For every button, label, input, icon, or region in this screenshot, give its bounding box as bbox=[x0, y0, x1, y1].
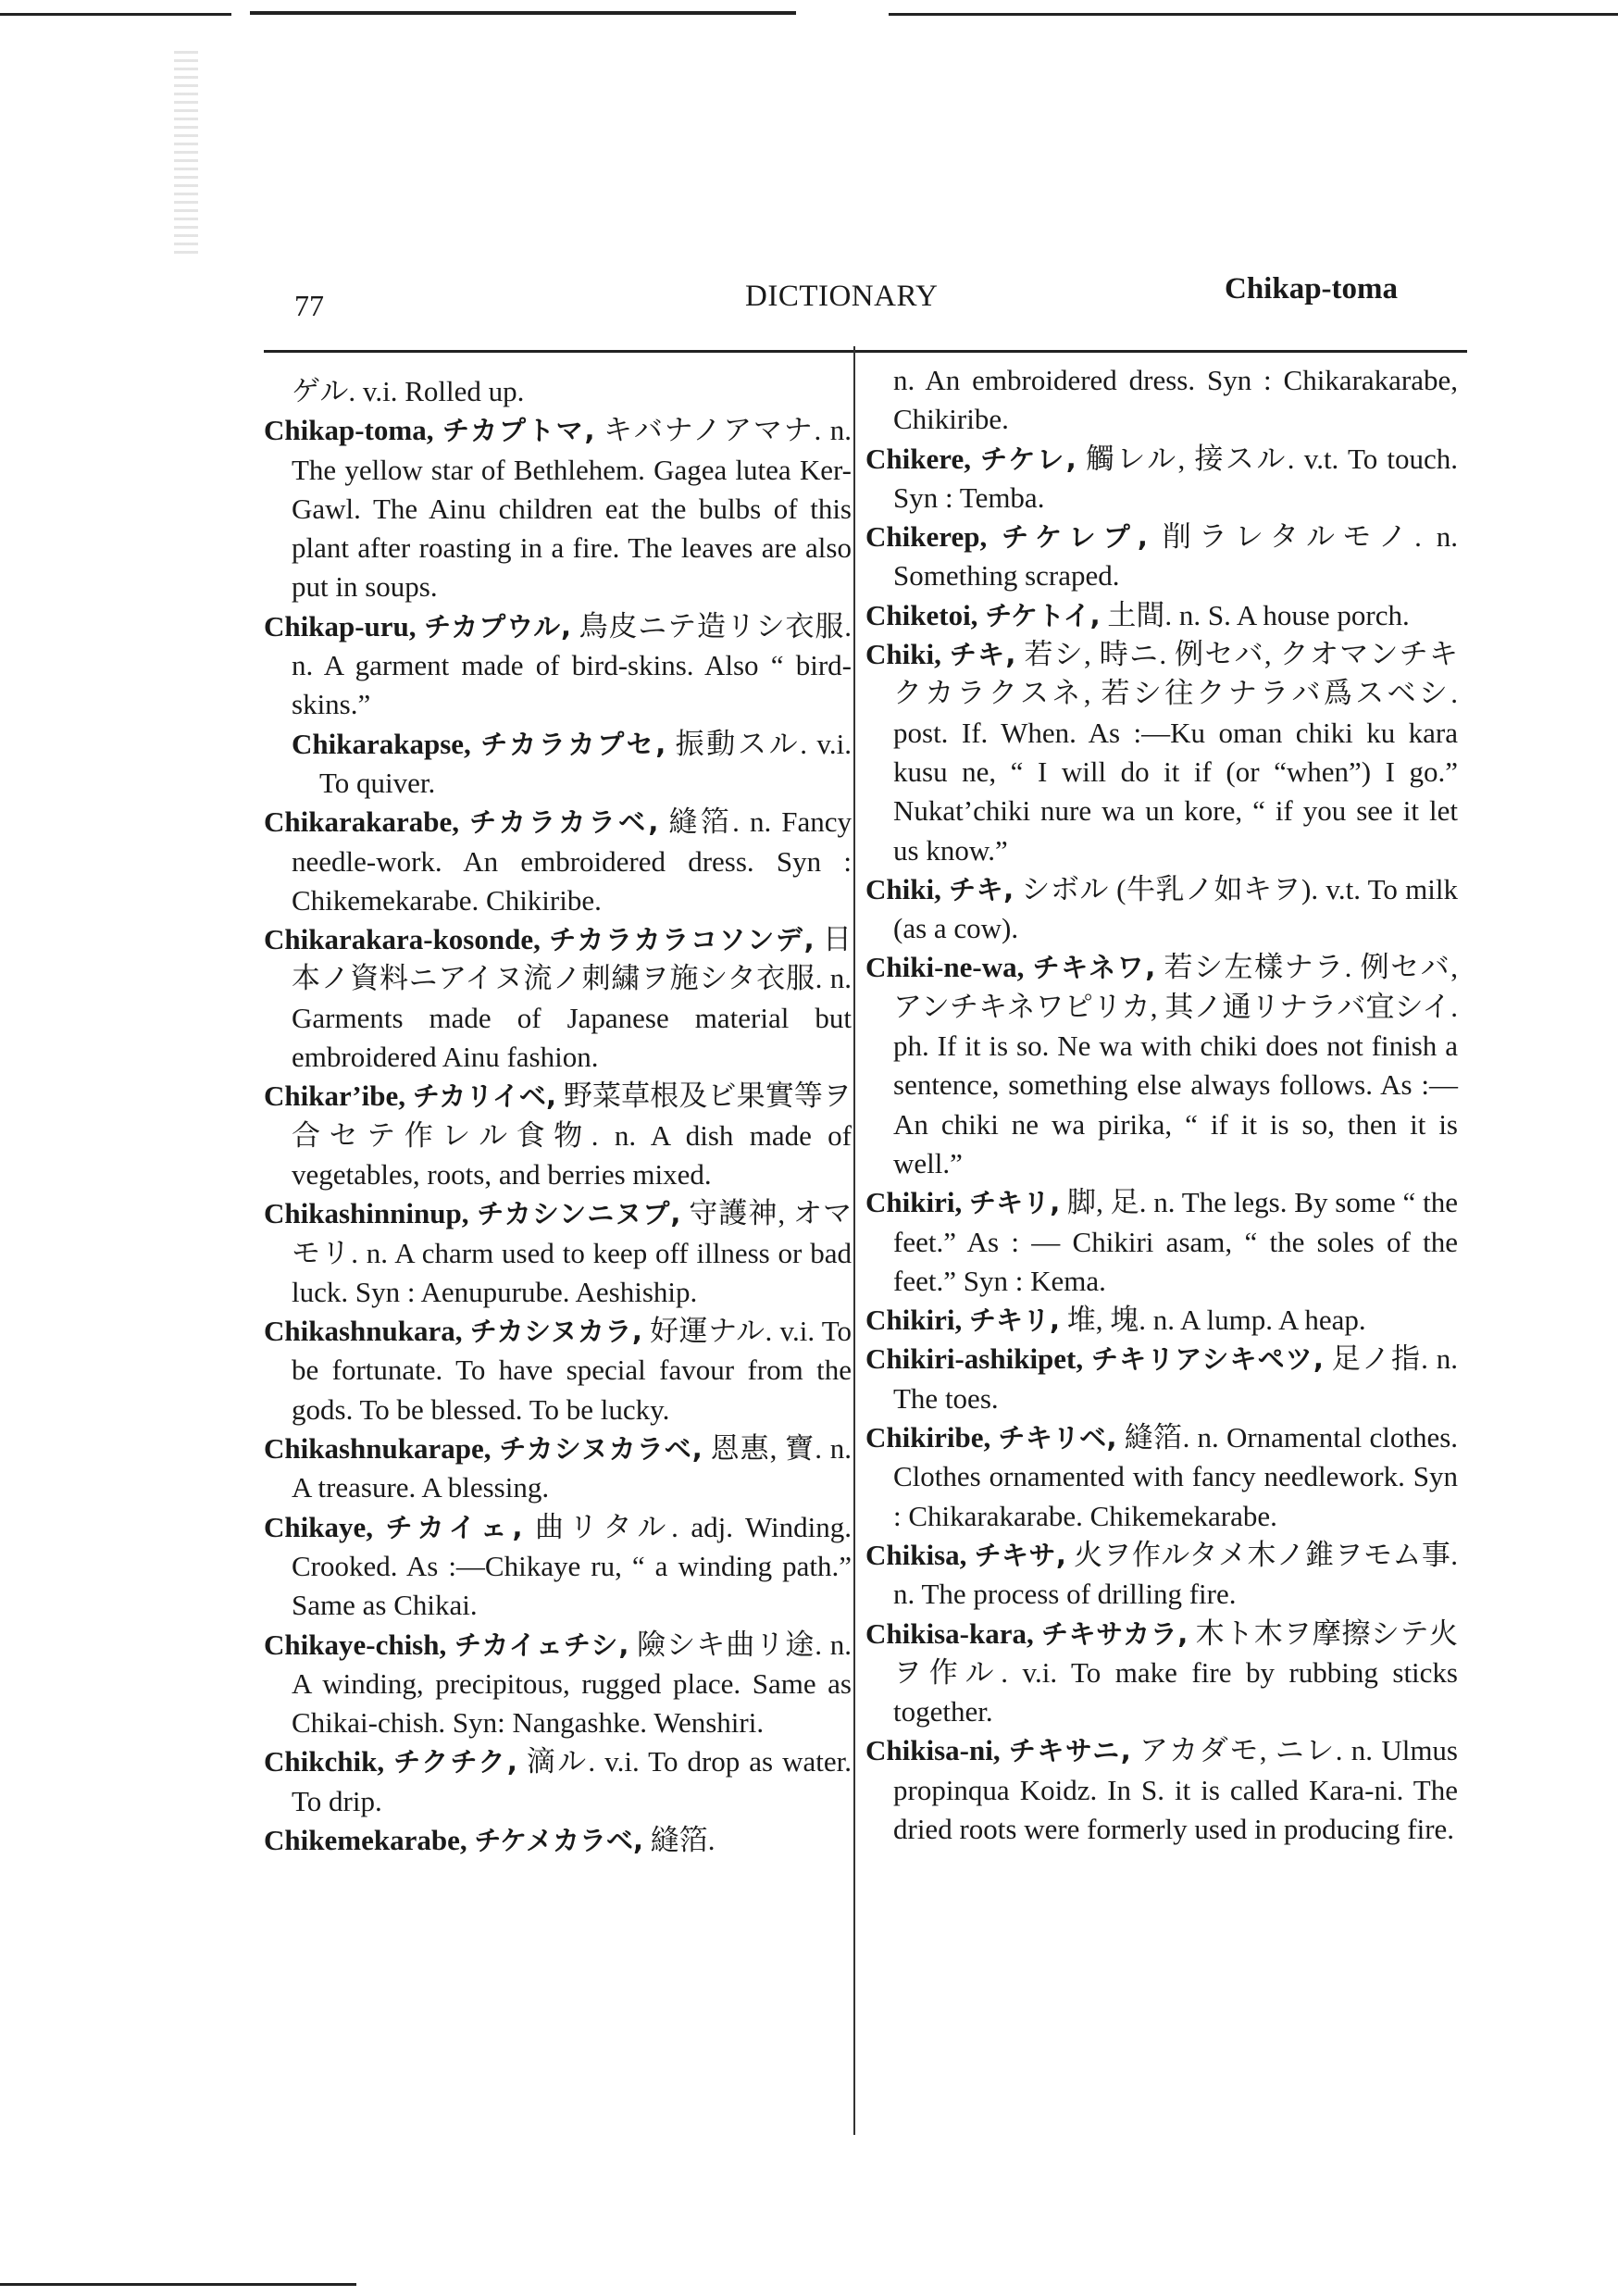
entry-definition: 木ト木ヲ摩擦シテ火ヲ作ル. v.i. To make fire by rubbing sticks together. bbox=[893, 1616, 1459, 1728]
entry-definition: 曲リタル. adj. Winding. Crooked. As :—Chikaye ru, “ a winding path.” Same as Chikai. bbox=[292, 1510, 853, 1622]
dictionary-entry bbox=[865, 1536, 1458, 1615]
entry-katakana: チキサ, bbox=[974, 1539, 1066, 1571]
entry-headword: Chikchik, bbox=[264, 1745, 385, 1778]
dictionary-entry bbox=[264, 725, 852, 804]
column-divider bbox=[853, 346, 855, 2135]
entry-headword: Chiki-ne-wa, bbox=[865, 951, 1025, 984]
entry-katakana: チケメカラベ, bbox=[474, 1824, 644, 1856]
entry-katakana: チキリ, bbox=[969, 1187, 1061, 1219]
entry-katakana: チカシヌカラベ, bbox=[499, 1433, 703, 1466]
dictionary-entry bbox=[865, 1418, 1458, 1536]
entry-definition: 足ノ指. n. The toes. bbox=[893, 1342, 1458, 1415]
dictionary-entry bbox=[264, 1077, 852, 1194]
dictionary-entry bbox=[264, 1194, 852, 1312]
entry-definition: 振動スル. v.i. To quiver. bbox=[319, 727, 853, 799]
scan-edge-rule bbox=[889, 13, 1618, 16]
entry-katakana: チカラカプセ, bbox=[480, 728, 666, 760]
entry-definition: 觸レル, 接スル. v.t. To touch. Syn : Temba. bbox=[893, 442, 1459, 514]
entry-definition: キバナノアマナ. n. The yellow star of Bethlehem. Gagea lutea Ker-Gawl. The Ainu children eat the bulbs of this plant after roasting in a fire. The leaves are also put in soups. bbox=[292, 414, 853, 604]
guide-word: Chikap-toma bbox=[1225, 272, 1399, 306]
entry-headword: Chikashinninup, bbox=[264, 1197, 469, 1230]
entry-headword: Chikarakara-kosonde, bbox=[264, 923, 541, 956]
entry-definition: 險シキ曲リ途. n. A winding, precipitous, rugged place. Same as Chikai-chish. Syn: Nangashke. Wenshiri. bbox=[292, 1628, 853, 1740]
entry-katakana: チカプウル, bbox=[424, 610, 571, 643]
entry-headword: Chikaye-chish, bbox=[264, 1628, 447, 1661]
entry-definition: 鳥皮ニテ造リシ衣服. n. A garment made of bird-skins. Also “ bird-skins.” bbox=[292, 609, 853, 721]
entry-definition: 縫箔. n. Ornamental clothes. Clothes ornamented with fancy needlework. Syn : Chikarakarabe. Chikemekarabe. bbox=[893, 1421, 1459, 1532]
dictionary-entry bbox=[264, 411, 852, 606]
entry-headword: Chikisa-ni, bbox=[865, 1734, 1001, 1767]
entry-definition: 若シ, 時ニ. 例セバ, クオマンチキクカラクスネ, 若シ往クナラバ爲スベシ. post. If. When. As :—Ku oman chiki ku kara kusu ne, “ I will do it if (or “when”) I go.” Nukat’chiki nure wa un kore, “ if you see it let us know.” bbox=[893, 638, 1459, 867]
dictionary-entry bbox=[865, 1183, 1458, 1301]
dictionary-entry bbox=[865, 440, 1458, 518]
entry-katakana: チキ, bbox=[949, 873, 1014, 905]
entry-katakana: チカプトマ, bbox=[442, 415, 595, 447]
entry-definition: 恩惠, 寶. n. A treasure. A blessing. bbox=[292, 1432, 852, 1504]
dictionary-entry bbox=[264, 1626, 852, 1743]
entry-definition: 日本ノ資料ニアイヌ流ノ刺繍ヲ施シタ衣服. n. Garments made of Japanese material but embroidered Ainu fashion. bbox=[292, 923, 853, 1074]
entry-katakana: チキリ, bbox=[968, 1304, 1060, 1337]
entry-headword: Chikiri, bbox=[865, 1186, 963, 1219]
left-column bbox=[264, 372, 852, 1860]
entry-definition: 土間. n. S. A house porch. bbox=[1107, 598, 1410, 631]
entry-definition: 野菜草根及ビ果實等ヲ合セテ作レル食物. n. A dish made of vegetables, roots, and berries mixed. bbox=[292, 1079, 853, 1191]
entry-headword: Chikisa-kara, bbox=[865, 1616, 1034, 1650]
dictionary-entry bbox=[264, 372, 852, 411]
entry-katakana: チキ, bbox=[949, 639, 1016, 671]
entry-headword: Chikaye, bbox=[264, 1510, 373, 1543]
entry-katakana: チキリアシキペツ, bbox=[1091, 1343, 1324, 1376]
entry-definition: 滴ル. v.i. To drop as water. To drip. bbox=[292, 1745, 853, 1817]
page-number: 77 bbox=[294, 289, 324, 322]
entry-katakana: チカリイベ, bbox=[412, 1080, 557, 1113]
entry-katakana: チキサカラ, bbox=[1041, 1617, 1189, 1650]
entry-definition: 縫箔. bbox=[650, 1823, 716, 1856]
dictionary-entry bbox=[865, 596, 1458, 635]
entry-headword: Chikere, bbox=[865, 442, 971, 475]
entry-katakana: チカシヌカラ, bbox=[469, 1316, 642, 1348]
entry-headword: Chiki, bbox=[865, 638, 941, 671]
entry-headword: Chikemekarabe, bbox=[264, 1823, 467, 1856]
dictionary-entry bbox=[264, 1742, 852, 1821]
entry-katakana: チクチク, bbox=[393, 1746, 517, 1778]
entry-katakana: チキネワ, bbox=[1032, 952, 1156, 984]
entry-definition: 火ヲ作ルタメ木ノ錐ヲモム事. n. The process of drilling fire. bbox=[893, 1538, 1458, 1611]
dictionary-entry bbox=[865, 635, 1458, 870]
dictionary-entry bbox=[865, 1731, 1458, 1849]
dictionary-entry bbox=[264, 607, 852, 725]
scan-edge-rule bbox=[0, 13, 231, 16]
entry-headword: Chikashnukara, bbox=[264, 1315, 463, 1348]
entry-headword: Chikap-toma, bbox=[264, 414, 434, 447]
dictionary-entry bbox=[264, 1429, 852, 1508]
entry-katakana: チケレプ, bbox=[1002, 521, 1148, 554]
dictionary-entry bbox=[264, 803, 852, 920]
entry-definition: 守護神, オマモリ. n. A charm used to keep off illness or bad luck. Syn : Aenupurube. Aeshiship. bbox=[292, 1197, 853, 1308]
entry-headword: Chiketoi, bbox=[865, 598, 978, 631]
entry-katakana: チカイェチシ, bbox=[454, 1628, 629, 1661]
dictionary-entry bbox=[264, 1821, 852, 1860]
entry-katakana: チキリベ, bbox=[998, 1422, 1117, 1454]
entry-headword: Chikiribe, bbox=[865, 1421, 991, 1454]
entry-definition: 脚, 足. n. The legs. By some “ the feet.” As : — Chikiri asam, “ the soles of the feet.” Syn : Kema. bbox=[893, 1186, 1458, 1297]
entry-headword: Chikar’ibe, bbox=[264, 1079, 405, 1113]
page-header bbox=[0, 270, 1618, 322]
dictionary-entry bbox=[865, 870, 1458, 949]
entry-definition: 堆, 塊. n. A lump. A heap. bbox=[1066, 1304, 1366, 1337]
entry-katakana: チカイェ, bbox=[385, 1511, 523, 1543]
entry-katakana: チカラカラコソンデ, bbox=[549, 924, 815, 956]
entry-definition: ゲル. v.i. Rolled up. bbox=[292, 375, 525, 407]
entry-katakana: チキサニ, bbox=[1008, 1735, 1131, 1767]
entry-definition: n. An embroidered dress. Syn : Chikarakarabe, Chikiribe. bbox=[893, 364, 1458, 436]
entry-headword: Chikarakarabe, bbox=[264, 805, 459, 839]
entry-headword: Chikerep, bbox=[865, 520, 988, 554]
entry-headword: Chikiri-ashikipet, bbox=[865, 1342, 1084, 1376]
entry-definition: 若シ左樣ナラ. 例セバ, アンチキネワピリカ, 其ノ通リナラバ宜シイ. ph. If it is so. Ne wa with chiki does not finish a sentence, something else always follows. As :—An chiki ne wa pirika, “ if it is so, then it is well.” bbox=[893, 951, 1459, 1179]
entry-headword: Chiki, bbox=[865, 872, 941, 905]
entry-definition: シボル (牛乳ノ如キヲ). v.t. To milk (as a cow). bbox=[893, 872, 1459, 945]
entry-katakana: チカシンニヌプ, bbox=[477, 1198, 681, 1230]
dictionary-entry bbox=[865, 361, 1458, 440]
dictionary-entry bbox=[865, 1615, 1458, 1732]
entry-katakana: チケトイ, bbox=[985, 599, 1101, 631]
right-column bbox=[865, 361, 1458, 1849]
dictionary-entry bbox=[865, 518, 1458, 596]
entry-headword: Chikiri, bbox=[865, 1304, 963, 1337]
running-title: DICTIONARY bbox=[745, 280, 939, 313]
entry-headword: Chikisa, bbox=[865, 1538, 967, 1571]
entry-katakana: チケレ, bbox=[980, 443, 1077, 475]
header-rule bbox=[264, 350, 1467, 353]
entry-headword: Chikarakapse, bbox=[292, 727, 471, 760]
entry-headword: Chikashnukarape, bbox=[264, 1432, 492, 1466]
scan-edge-rule bbox=[250, 11, 796, 15]
dictionary-entry bbox=[865, 1340, 1458, 1418]
dictionary-entry bbox=[264, 1312, 852, 1429]
entry-definition: 好運ナル. v.i. To be fortunate. To have special favour from the gods. To be blessed. To be lucky. bbox=[292, 1315, 853, 1426]
entry-katakana: チカラカラベ, bbox=[469, 806, 659, 839]
scan-edge-rule bbox=[0, 2283, 356, 2286]
entry-definition: 縫箔. n. Fancy needle-work. An embroidered dress. Syn : Chikemekarabe. Chikiribe. bbox=[292, 805, 853, 917]
scan-speckle bbox=[174, 51, 198, 255]
entry-definition: アカダモ, ニレ. n. Ulmus propinqua Koidz. In S. it is called Kara-ni. The dried roots were formerly used in producing fire. bbox=[893, 1734, 1459, 1845]
dictionary-entry bbox=[865, 948, 1458, 1183]
dictionary-entry bbox=[264, 1508, 852, 1626]
dictionary-entry bbox=[264, 920, 852, 1077]
dictionary-entry bbox=[865, 1301, 1458, 1340]
entry-definition: 削ラレタルモノ. n. Something scraped. bbox=[893, 520, 1459, 593]
entry-headword: Chikap-uru, bbox=[264, 609, 417, 643]
